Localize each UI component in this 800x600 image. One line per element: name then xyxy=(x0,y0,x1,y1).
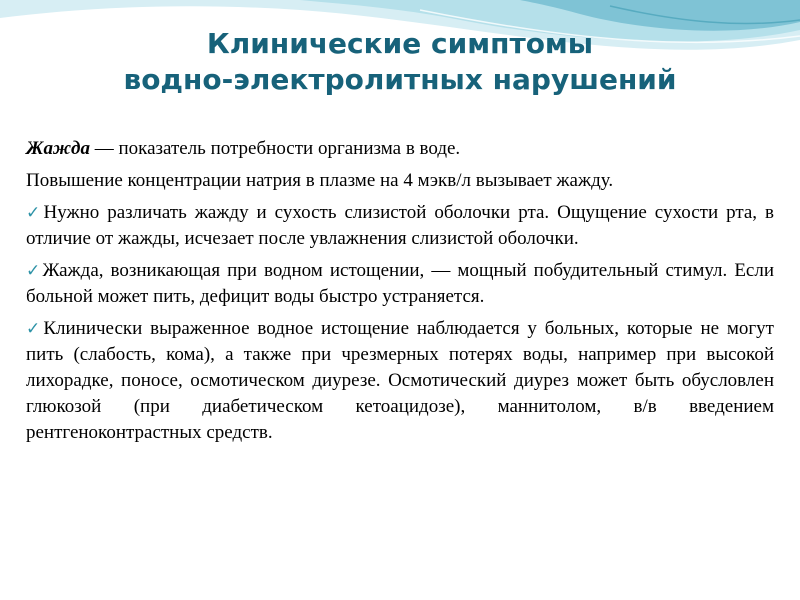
checkmark-icon: ✓ xyxy=(26,203,44,223)
bullet-text: Жажда, возникающая при водном истощении, — мощный побудительный стимул. Если больной может пить, дефицит воды быстро устраняется. xyxy=(26,260,775,307)
thirst-definition-text: — показатель потребности организма в воде. xyxy=(89,138,461,159)
bullet-text: Нужно различать жажду и сухость слизистой оболочки рта. Ощущение сухости рта, в отличие от жажды, исчезает после увлажнения слизистой оболочки. xyxy=(26,202,774,249)
checkmark-icon: ✓ xyxy=(26,261,43,281)
thirst-definition xyxy=(26,136,774,162)
bullet-item xyxy=(26,258,774,310)
bullet-item xyxy=(26,200,774,252)
page-title xyxy=(0,26,800,98)
checkmark-icon: ✓ xyxy=(26,319,44,339)
bullet-item xyxy=(26,316,774,446)
title-line-2: водно-электролитных нарушений xyxy=(123,63,677,96)
sodium-statement: Повышение концентрации натрия в плазме на 4 мэкв/л вызывает жажду. xyxy=(26,170,614,191)
bullet-text: Клинически выраженное водное истощение наблюдается у больных, которые не могут пить (слабость, кома), а также при чрезмерных потерях воды, например при высокой лихорадке, поносе, осмотическом диурезе. Осмотический диурез может быть обусловлен глюкозой (при диабетическом кетоацидозе), маннитолом, в/в введением рентгеноконтрастных средств. xyxy=(26,318,774,443)
content-body xyxy=(26,136,774,452)
title-line-1: Клинические симптомы xyxy=(206,27,594,60)
thirst-term: Жажда xyxy=(26,138,90,159)
